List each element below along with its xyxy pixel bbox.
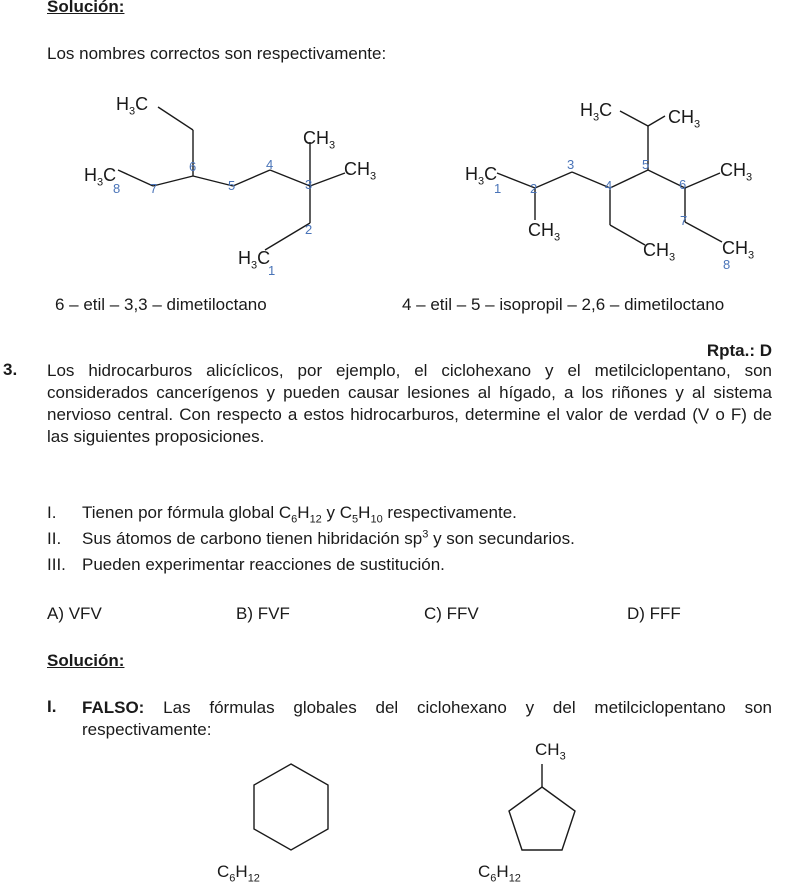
molecule-left-name: 6 – etil – 3,3 – dimetiloctano (55, 295, 267, 314)
answer-label: Rpta.: D (706, 341, 772, 360)
right-ch3-top: $CH_3$ (668, 107, 701, 131)
left-carbon-number: 5 (228, 178, 236, 193)
option-c: C) FFV (424, 604, 479, 623)
proposition-text: Pueden experimentar reacciones de sustitución. (82, 555, 445, 574)
proposition-text: Tienen por fórmula global $C_6H_{12}$ y $C_5H_{10}$ respectivamente. (82, 503, 517, 526)
left-ch3-right: $CH_3$ (344, 159, 377, 183)
solution-heading: Solución: (47, 0, 125, 16)
right-ch3-right: $CH_3$ (720, 160, 753, 184)
right-ch3-bottom: $CH_3$ (528, 220, 561, 244)
solution-intro: Los nombres correctos son respectivamente: (47, 44, 387, 63)
right-ch3-ethyl: $CH_3$ (643, 240, 676, 264)
right-carbon-number: 4 (605, 178, 613, 193)
right-carbon-number: 1 (494, 181, 502, 196)
left-h3c-left: $H_3C$ (84, 165, 117, 189)
proposition-numeral: III. (47, 555, 66, 574)
left-carbon-number: 1 (268, 263, 276, 278)
solution-item-body: Las fórmulas globales del ciclohexano y del metilciclopentano son respectivamente: (82, 698, 772, 739)
solution-item-numeral: I. (47, 697, 57, 716)
right-carbon-number: 3 (567, 157, 575, 172)
methyl-label: $CH_3$ (535, 740, 566, 763)
methylcyclopentane-ring (509, 787, 575, 850)
right-carbon-number: 2 (530, 181, 538, 196)
left-carbon-number: 2 (305, 222, 313, 237)
right-h3c-left: $H_3C$ (465, 164, 498, 188)
molecule-right-name: 4 – etil – 5 – isopropil – 2,6 – dimetiloctano (402, 295, 725, 314)
right-carbon-number: 7 (680, 213, 688, 228)
solution-item-text (82, 697, 772, 741)
proposition-text: Sus átomos de carbono tienen hibridación $sp^3$ y son secundarios. (82, 528, 575, 548)
proposition-numeral: I. (47, 503, 57, 522)
right-ch3-end: $CH_3$ (722, 238, 755, 262)
right-h3c-top: $H_3C$ (580, 100, 613, 124)
solution-heading: Solución: (47, 651, 125, 670)
left-carbon-number: 7 (150, 181, 158, 196)
cyclohexane-ring (254, 764, 328, 850)
question-text: Los hidrocarburos alicíclicos, por ejemplo, el ciclohexano y el metilciclopentano, son considerados cancerígenos y pueden causar lesiones al hígado, a los riñones y al sistema nervioso central. Con respecto a estos hidrocarburos, determine el valor de verdad (V o F) de las siguientes proposiciones. (47, 361, 772, 446)
rings-figure (0, 740, 800, 884)
left-carbon-number: 3 (305, 177, 313, 192)
option-a: A) VFV (47, 604, 102, 623)
option-b: B) FVF (236, 604, 290, 623)
left-ch3-top: $CH_3$ (303, 128, 336, 152)
option-d: D) FFF (627, 604, 681, 623)
left-carbon-number: 8 (113, 181, 121, 196)
left-carbon-number: 4 (266, 157, 274, 172)
left-carbon-number: 6 (189, 159, 197, 174)
left-h3c-top: $H_3C$ (116, 94, 149, 118)
left-h3c-bottom: $H_3C$ (238, 248, 271, 272)
cyclohexane-formula: $C_6H_{12}$ (217, 862, 260, 884)
right-carbon-number: 8 (723, 257, 731, 272)
right-carbon-number: 5 (642, 157, 650, 172)
proposition-numeral: II. (47, 529, 62, 548)
question-number: 3. (3, 360, 18, 379)
methylcyclopentane-formula: $C_6H_{12}$ (478, 862, 521, 884)
right-carbon-number: 6 (679, 177, 687, 192)
verdict-label: FALSO: (82, 698, 145, 717)
